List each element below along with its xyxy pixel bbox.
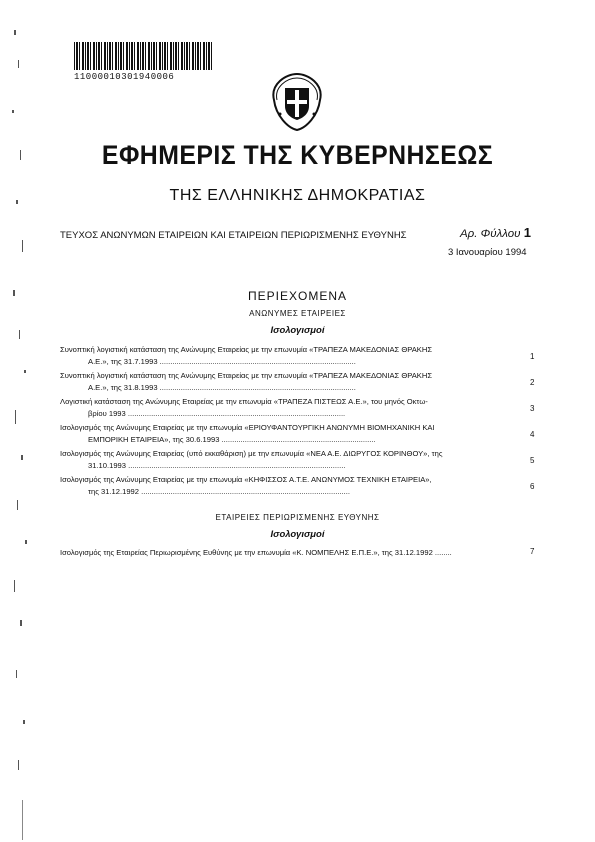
- scan-edge-mark: [22, 800, 23, 840]
- greek-coat-of-arms-emblem: [268, 70, 326, 132]
- barcode-number: 11000010301940006: [74, 72, 175, 82]
- gazette-title: ΕΦΗΜΕΡΙΣ ΤΗΣ ΚΥΒΕΡΝΗΣΕΩΣ: [101, 140, 494, 170]
- entry-line: Ισολογισμός της Εταιρείας Περιωρισμένης Ευθύνης με την επωνυμία «Κ. ΝΟΜΠΕΛΗΣ Ε.Π.Ε.», της 31.12.1992 ........: [60, 548, 452, 557]
- entry-page-number: 6: [530, 482, 535, 491]
- entry-line: Συνοπτική λογιστική κατάσταση της Ανώνυμης Εταιρείας με την επωνυμία «ΤΡΑΠΕΖΑ ΜΑΚΕΔΟΝΙΑΣ ΘΡΑΚΗΣ: [60, 371, 433, 380]
- entry-line: Λογιστική κατάσταση της Ανώνυμης Εταιρείας με την επωνυμία «ΤΡΑΠΕΖΑ ΠΙΣΤΕΩΣ Α.Ε.», του μηνός Οκτω-: [60, 397, 428, 406]
- contents-heading: ΠΕΡΙΕΧΟΜΕΝΑ: [247, 289, 348, 303]
- entry-page-number: 4: [530, 430, 535, 439]
- gazette-subtitle: ΤΗΣ ΕΛΛΗΝΙΚΗΣ ΔΗΜΟΚΡΑΤΙΑΣ: [169, 187, 426, 204]
- entry-line: Ισολογισμός της Ανώνυμης Εταιρείας με την επωνυμία «ΚΗΦΙΣΣΟΣ Α.Τ.Ε. ΑΝΩΝΥΜΟΣ ΤΕΧΝΙΚΗ ΕΤΑΙΡΕΙΑ»,: [60, 475, 432, 484]
- scan-margin-noise: [0, 0, 40, 842]
- contents-entry[interactable]: [60, 474, 515, 498]
- contents-entry[interactable]: [60, 396, 515, 420]
- entry-page-number: 5: [530, 456, 535, 465]
- entry-line: Συνοπτική λογιστική κατάσταση της Ανώνυμης Εταιρείας με την επωνυμία «ΤΡΑΠΕΖΑ ΜΑΚΕΔΟΝΙΑΣ ΘΡΑΚΗΣ: [60, 345, 433, 354]
- contents-entry[interactable]: [60, 422, 515, 446]
- section-heading: ΕΤΑΙΡΕΙΕΣ ΠΕΡΙΩΡΙΣΜΕΝΗΣ ΕΥΘΥΝΗΣ: [215, 513, 380, 522]
- contents-entry[interactable]: [60, 344, 515, 368]
- entry-line: Ισολογισμός της Ανώνυμης Εταιρείας με την επωνυμία «ΕΡΙΟΥΦΑΝΤΟΥΡΓΙΚΗ ΑΝΩΝΥΜΗ ΒΙΟΜΗΧΑΝΙΚΗ ΚΑΙ: [60, 423, 435, 432]
- barcode: [74, 42, 212, 70]
- entry-line: ΕΜΠΟΡΙΚΗ ΕΤΑΙΡΕΙΑ», της 30.6.1993 .........................................................................: [88, 435, 376, 444]
- sheet-label: Αρ. Φύλλου: [460, 228, 521, 240]
- entry-line: Ισολογισμός της Ανώνυμης Εταιρείας (υπό εκκαθάριση) με την επωνυμία «ΝΕΑ Α.Ε. ΔΙΩΡΥΓΟΣ ΚΟΡΙΝΘΟΥ», της: [60, 449, 443, 458]
- section-subheading: Ισολογισμοί: [270, 325, 325, 336]
- entry-line: βρίου 1993 .......................................................................................................: [88, 409, 346, 418]
- entry-line: Α.Ε.», της 31.7.1993 .............................................................................................: [88, 357, 356, 366]
- contents-entry[interactable]: [60, 448, 515, 472]
- section-subheading: Ισολογισμοί: [270, 529, 325, 540]
- contents-entry[interactable]: [60, 547, 515, 559]
- sheet-number: [460, 225, 531, 240]
- entry-line: 31.10.1993 .......................................................................................................: [88, 461, 346, 470]
- sheet-number-value: 1: [523, 225, 531, 240]
- entry-page-number: 2: [530, 378, 535, 387]
- issue-type: ΤΕΥΧΟΣ ΑΝΩΝΥΜΩΝ ΕΤΑΙΡΕΙΩΝ ΚΑΙ ΕΤΑΙΡΕΙΩΝ ΠΕΡΙΩΡΙΣΜΕΝΗΣ ΕΥΘΥΝΗΣ: [60, 230, 407, 241]
- entry-line: Α.Ε.», της 31.8.1993 .............................................................................................: [88, 383, 356, 392]
- issue-date: 3 Ιανουαρίου 1994: [448, 247, 527, 258]
- entry-page-number: 7: [530, 547, 535, 556]
- section-heading: ΑΝΩΝΥΜΕΣ ΕΤΑΙΡΕΙΕΣ: [249, 309, 346, 318]
- entry-page-number: 3: [530, 404, 535, 413]
- entry-line: της 31.12.1992 ...................................................................................................: [88, 487, 350, 496]
- entry-page-number: 1: [530, 352, 535, 361]
- contents-entry[interactable]: [60, 370, 515, 394]
